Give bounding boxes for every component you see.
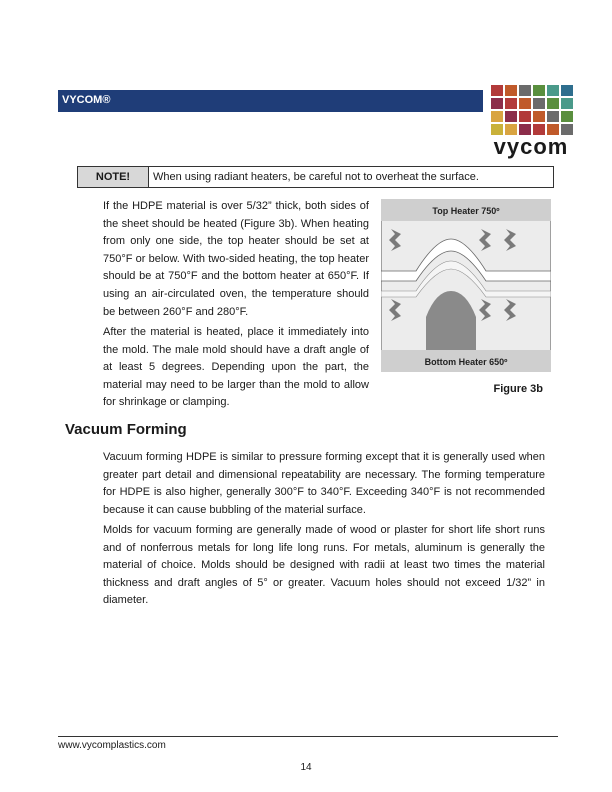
brand-label: VYCOM®: [62, 94, 111, 106]
paragraph-mold: After the material is heated, place it immediately into the mold. The male mold should have a draft angle of at least 5 degrees. Depending upon the part, the material may need to be larger than the mold to allow for shrinkage or clamping.: [103, 326, 369, 409]
logo-tile: [561, 111, 573, 122]
logo-tile-mosaic: [490, 84, 574, 136]
logo-tile: [547, 85, 559, 96]
figure-caption: Figure 3b: [493, 383, 543, 395]
logo-tile: [533, 111, 545, 122]
logo-tile: [519, 98, 531, 109]
note-box: [77, 166, 554, 188]
logo-tile: [561, 85, 573, 96]
logo-tile: [491, 85, 503, 96]
logo-text: vycom: [493, 134, 569, 159]
logo-tile: [533, 98, 545, 109]
logo-tile: [519, 85, 531, 96]
note-label: NOTE!: [78, 167, 149, 187]
logo-tile: [561, 98, 573, 109]
section-title: Vacuum Forming: [65, 421, 187, 438]
logo-tile: [505, 111, 517, 122]
paragraph-vacuum-1: Vacuum forming HDPE is similar to pressure forming except that it is generally used when greater part detail and dimensional repeatability are necessary. The forming temperature for HDPE is also higher, generally 300°F to 340°F. Exceeding 340°F is not recommended because it can cause bubbling of the material surface.: [103, 451, 545, 516]
logo-tile: [533, 85, 545, 96]
note-text: When using radiant heaters, be careful not to overheat the surface.: [153, 171, 479, 183]
page-number: 14: [300, 762, 312, 773]
logo-tile: [505, 98, 517, 109]
vycom-logo: [486, 84, 576, 158]
logo-tile: [547, 98, 559, 109]
logo-tile: [547, 111, 559, 122]
top-heater-label: Top Heater 750º: [432, 206, 500, 216]
bottom-heater-label: Bottom Heater 650º: [424, 357, 508, 367]
header-bar: [58, 90, 483, 112]
logo-tile: [491, 111, 503, 122]
footer-url: www.vycomplastics.com: [58, 740, 166, 751]
footer-divider: [58, 736, 558, 737]
paragraph-heating: If the HDPE material is over 5/32” thick, both sides of the sheet should be heated (Figure 3b). When heating from only one side, the top heater should be set at 750°F or below. With two-sided heating, the top heater should be at 750°F and the bottom heater at 650°F. If using an air-circulated oven, the temperature should be between 260°F and 280°F.: [103, 200, 369, 318]
logo-tile: [491, 98, 503, 109]
logo-tile: [519, 111, 531, 122]
logo-tile: [505, 85, 517, 96]
figure-3b-diagram: [381, 199, 551, 372]
paragraph-vacuum-2: Molds for vacuum forming are generally made of wood or plaster for short life short runs and of nonferrous metals for long life long runs. For metals, aluminum is generally the material of choice. Molds should be designed with radii at least two times the material thickness and draft angles of 5° or greater. Vacuum holes should not exceed 1/32” in diameter.: [103, 524, 545, 607]
